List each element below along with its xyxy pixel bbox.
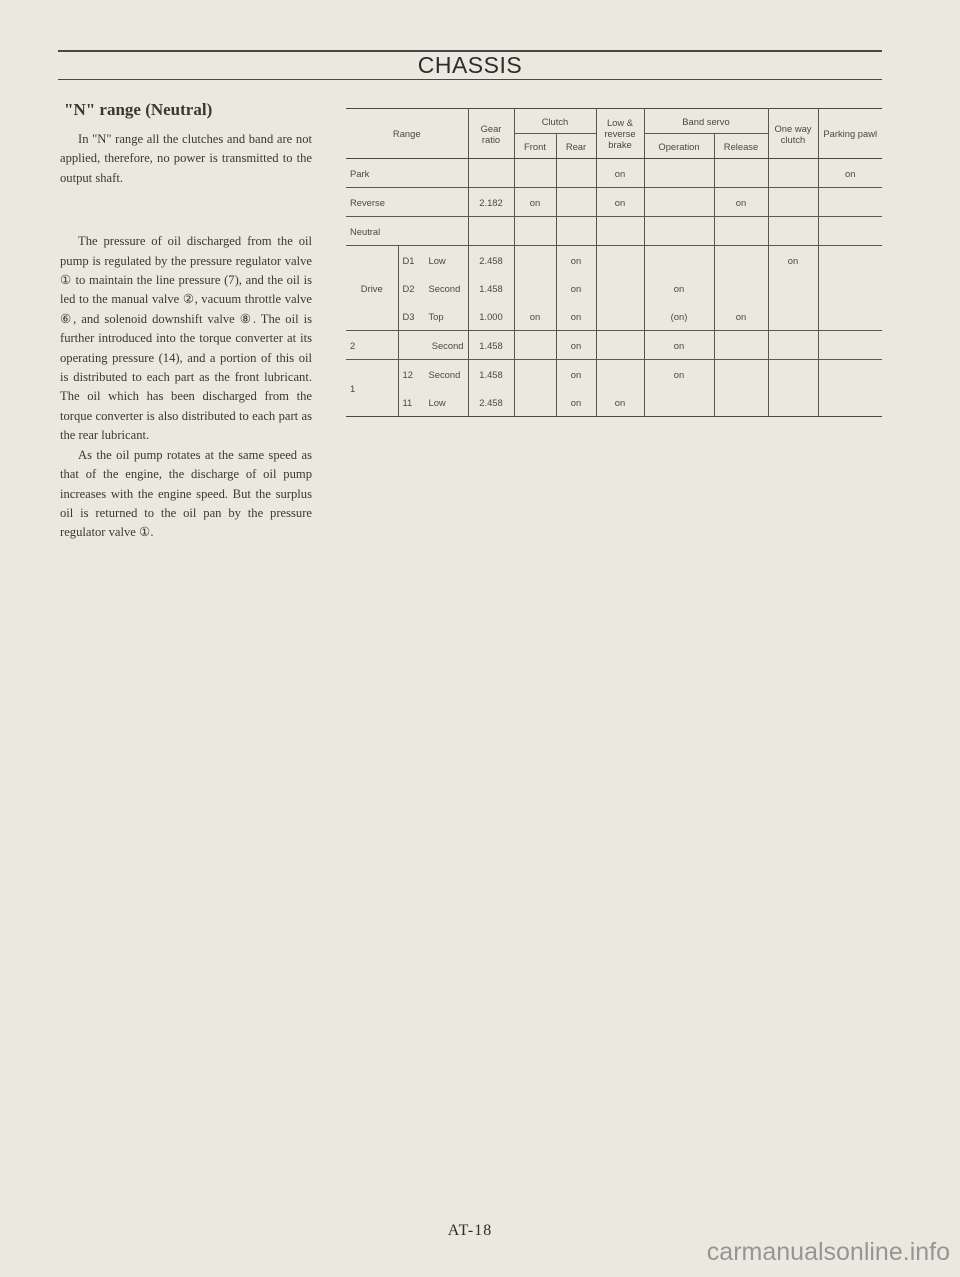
range-header: Range [346,109,468,159]
release-cell [714,331,768,360]
front-cell [514,274,556,302]
one-way-cell [768,217,818,246]
front-cell [514,388,556,417]
paragraph-1: In "N" range all the clutches and band are not applied, therefore, no power is transmitted to the output shaft. [60,132,312,185]
range-label: Park [346,159,468,188]
release-cell: on [714,302,768,331]
gear-ratio-cell: 2.458 [468,388,514,417]
subrange-11 [398,388,468,417]
operation-cell [644,159,714,188]
paragraph-3: As the oil pump rotates at the same speed as that of the engine, the discharge of oil pump increases with the engine speed. But the surplus oil is returned to the oil pan by the pressure regulator valve ①. [60,447,312,540]
release-cell [714,159,768,188]
one-way-cell [768,159,818,188]
gear-ratio-cell [468,217,514,246]
one-way-cell [768,274,818,302]
front-cell [514,246,556,275]
range-label-drive: Drive [346,246,398,331]
operation-cell: (on) [644,302,714,331]
subrange-d1 [398,246,468,275]
subrange-d2 [398,274,468,302]
range-label: Neutral [346,217,468,246]
rear-cell: on [556,331,596,360]
gear-ratio-cell [468,159,514,188]
subrange-gear: Low [428,396,446,408]
low-rev-cell: on [596,159,644,188]
operation-cell [644,246,714,275]
subrange-gear: Second [398,331,468,360]
table-row-2 [346,331,882,360]
subrange-d3 [398,302,468,331]
subrange-gear: Low [428,254,446,266]
table-row-drive-d2 [346,274,882,302]
clutch-rear-header: Rear [556,134,596,159]
subrange-12 [398,360,468,389]
release-cell [714,388,768,417]
page-header-title: CHASSIS [417,52,523,78]
gear-ratio-cell: 1.000 [468,302,514,331]
rear-cell: on [556,302,596,331]
one-way-cell [768,188,818,217]
low-rev-cell [596,274,644,302]
one-way-cell [768,331,818,360]
parking-cell: on [818,159,882,188]
subrange-gear: Second [428,368,461,380]
release-cell [714,217,768,246]
rear-cell [556,188,596,217]
one-way-cell [768,360,818,389]
subrange-code: D2 [402,282,415,294]
subrange-code: 11 [402,396,413,408]
operation-cell: on [644,274,714,302]
one-way-clutch-header: One way clutch [768,109,818,159]
rear-cell [556,159,596,188]
parking-pawl-header: Parking pawl [818,109,882,159]
parking-cell [818,188,882,217]
band-release-header: Release [714,134,768,159]
table-row-1-second [346,360,882,389]
gear-ratio-cell: 1.458 [468,360,514,389]
subrange-code: D3 [402,310,415,322]
low-reverse-brake-header: Low & reverse brake [596,109,644,159]
low-rev-cell: on [596,388,644,417]
parking-cell [818,331,882,360]
operation-cell [644,388,714,417]
front-cell: on [514,302,556,331]
table-row-1-low [346,388,882,417]
front-cell [514,159,556,188]
low-rev-cell [596,246,644,275]
range-label: Reverse [346,188,468,217]
range-label: 2 [346,331,398,360]
clutch-front-header: Front [514,134,556,159]
low-rev-cell [596,331,644,360]
subrange-code: 12 [402,368,413,380]
rear-cell [556,217,596,246]
parking-cell [818,302,882,331]
header-rule-bottom [58,79,882,80]
low-rev-cell [596,360,644,389]
front-cell [514,360,556,389]
operation-cell: on [644,331,714,360]
one-way-cell [768,302,818,331]
front-cell: on [514,188,556,217]
rear-cell: on [556,360,596,389]
release-cell: on [714,188,768,217]
range-label: 1 [346,360,398,417]
paragraph-2: The pressure of oil discharged from the oil pump is regulated by the pressure regulator valve ① to maintain the line pressure (7), and the oil is led to the manual valve ②, vacuum throttle valve ⑥, and solenoid downshift valve ⑧. The oil is further introduced into the torque converter at its operating pressure (14), and a portion of this oil is distributed to each part as the front lubricant. The oil which has been discharged from the torque converter is also distributed to each part as the rear lubricant. [60,234,312,443]
text-column [60,100,312,543]
gear-ratio-cell: 1.458 [468,331,514,360]
table-row-neutral [346,217,882,246]
parking-cell [818,274,882,302]
parking-cell [818,360,882,389]
gear-ratio-cell: 2.182 [468,188,514,217]
parking-cell [818,246,882,275]
gear-ratio-cell: 1.458 [468,274,514,302]
parking-cell [818,217,882,246]
band-servo-header: Band servo [644,109,768,134]
gear-engagement-table [346,108,882,417]
section-title: "N" range (Neutral) [64,100,213,119]
one-way-cell [768,388,818,417]
table-row-drive-d3 [346,302,882,331]
parking-cell [818,388,882,417]
low-rev-cell [596,217,644,246]
rear-cell: on [556,274,596,302]
rear-cell: on [556,388,596,417]
front-cell [514,217,556,246]
operation-cell [644,217,714,246]
rear-cell: on [556,246,596,275]
page-number: AT-18 [447,1222,493,1239]
gear-ratio-cell: 2.458 [468,246,514,275]
subrange-code: D1 [402,254,415,266]
watermark: carmanualsonline.info [706,1238,950,1266]
one-way-cell: on [768,246,818,275]
low-rev-cell [596,302,644,331]
operation-cell: on [644,360,714,389]
clutch-header: Clutch [514,109,596,134]
table-row-park [346,159,882,188]
table-row-drive-d1 [346,246,882,275]
operation-cell [644,188,714,217]
gear-ratio-header: Gear ratio [468,109,514,159]
release-cell [714,360,768,389]
release-cell [714,246,768,275]
subrange-gear: Second [428,282,461,294]
subrange-gear: Top [428,310,444,322]
table-row-reverse [346,188,882,217]
release-cell [714,274,768,302]
band-operation-header: Operation [644,134,714,159]
front-cell [514,331,556,360]
low-rev-cell: on [596,188,644,217]
